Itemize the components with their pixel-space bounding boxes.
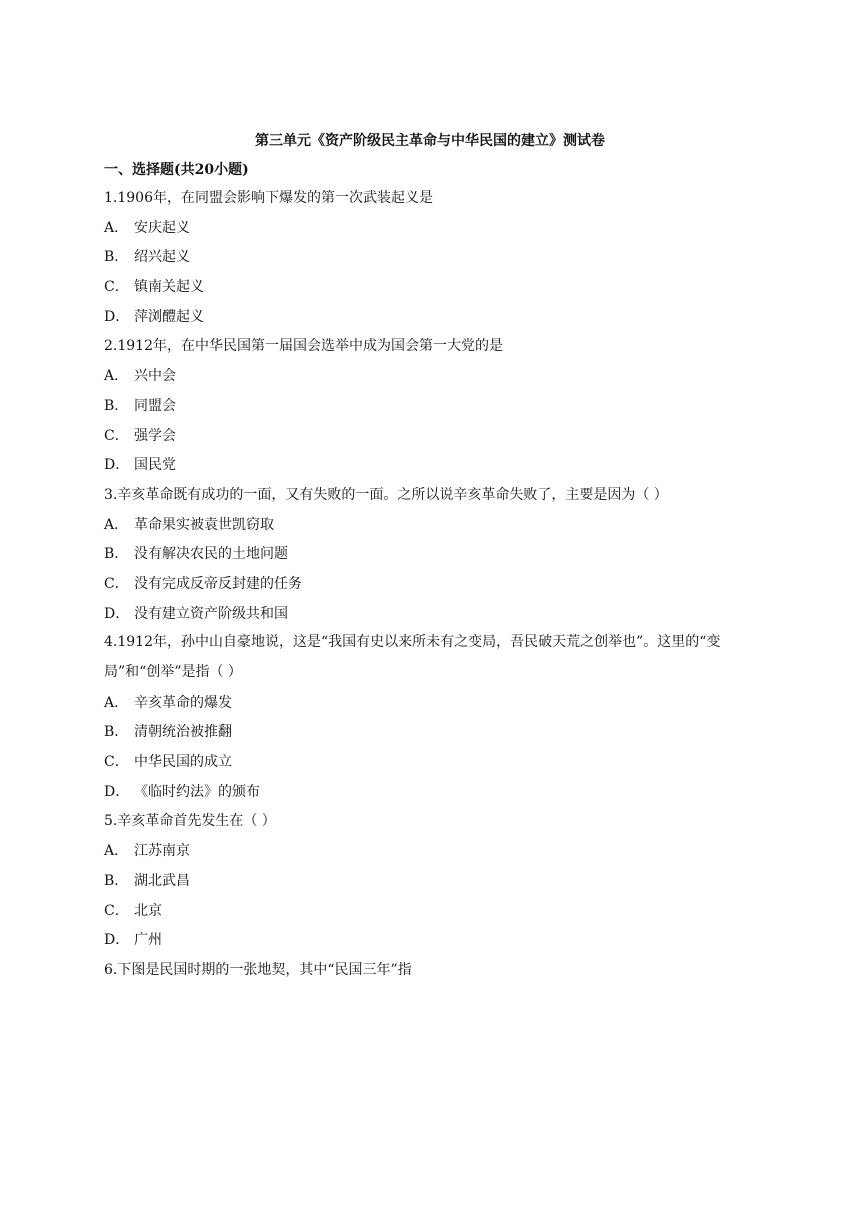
option-letter: B． bbox=[104, 397, 129, 414]
option-letter: A． bbox=[104, 368, 129, 385]
option-letter: C． bbox=[104, 279, 129, 296]
option-letter: B． bbox=[104, 546, 129, 563]
option-b bbox=[104, 396, 764, 426]
option-text: 革命果实被袁世凯窃取 bbox=[134, 516, 274, 533]
option-letter: C． bbox=[104, 427, 129, 444]
option-d bbox=[104, 307, 764, 337]
option-letter: A． bbox=[104, 219, 129, 236]
option-letter: A． bbox=[104, 694, 129, 711]
option-text: 湖北武昌 bbox=[134, 872, 190, 889]
option-c bbox=[104, 426, 764, 456]
option-c bbox=[104, 277, 764, 307]
option-text: 绍兴起义 bbox=[134, 249, 190, 266]
option-b bbox=[104, 722, 764, 752]
option-letter: D． bbox=[104, 308, 130, 325]
question-3 bbox=[104, 485, 764, 633]
option-d bbox=[104, 930, 764, 960]
option-text: 萍浏醴起义 bbox=[134, 308, 204, 325]
question-stem: 2.1912年，在中华民国第一届国会选举中成为国会第一大党的是 bbox=[104, 338, 503, 355]
question-stem: 1.1906年，在同盟会影响下爆发的第一次武装起义是 bbox=[104, 190, 433, 206]
option-text: 镇南关起义 bbox=[134, 279, 204, 296]
option-c bbox=[104, 574, 764, 604]
question-1 bbox=[104, 188, 764, 336]
option-text: 国民党 bbox=[134, 457, 176, 474]
option-text: 江苏南京 bbox=[134, 843, 190, 860]
option-letter: D． bbox=[104, 457, 130, 474]
question-stem: 6.下图是民国时期的一张地契，其中“民国三年”指 bbox=[104, 961, 412, 978]
question-list bbox=[104, 188, 764, 990]
option-text: 广州 bbox=[134, 932, 162, 949]
option-c bbox=[104, 901, 764, 931]
option-a bbox=[104, 515, 764, 545]
section-heading: 一、选择题(共20小题) bbox=[104, 162, 249, 178]
option-letter: B． bbox=[104, 249, 129, 266]
option-c bbox=[104, 752, 764, 782]
option-text: 《临时约法》的颁布 bbox=[134, 783, 260, 800]
option-a bbox=[104, 218, 764, 248]
question-4 bbox=[104, 628, 764, 811]
option-text: 中华民国的成立 bbox=[134, 754, 232, 771]
option-b bbox=[104, 871, 764, 901]
option-text: 辛亥革命的爆发 bbox=[134, 694, 232, 711]
question-2 bbox=[104, 336, 764, 484]
question-stem: 4.1912年，孙中山自豪地说，这是“我国有史以来所未有之变局，吾民破天荒之创举也”。这里的“变局”和“创举”是指（ ） bbox=[104, 634, 721, 681]
option-letter: C． bbox=[104, 575, 129, 592]
option-d bbox=[104, 782, 764, 812]
option-letter: C． bbox=[104, 754, 129, 771]
question-6 bbox=[104, 960, 764, 990]
option-text: 清朝统治被推翻 bbox=[134, 724, 232, 741]
question-5 bbox=[104, 811, 764, 959]
option-a bbox=[104, 841, 764, 871]
option-letter: D． bbox=[104, 932, 130, 949]
option-b bbox=[104, 247, 764, 277]
option-d bbox=[104, 455, 764, 485]
option-a bbox=[104, 366, 764, 396]
question-stem: 3.辛亥革命既有成功的一面，又有失败的一面。之所以说辛亥革命失败了，主要是因为（ ） bbox=[104, 486, 668, 503]
option-text: 强学会 bbox=[134, 427, 176, 444]
option-text: 安庆起义 bbox=[134, 219, 190, 236]
option-text: 没有完成反帝反封建的任务 bbox=[134, 575, 302, 592]
option-letter: D． bbox=[104, 605, 130, 622]
option-letter: C． bbox=[104, 902, 129, 919]
option-letter: B． bbox=[104, 724, 129, 741]
option-text: 没有建立资产阶级共和国 bbox=[134, 605, 288, 622]
option-text: 同盟会 bbox=[134, 397, 176, 414]
option-text: 没有解决农民的土地问题 bbox=[134, 546, 288, 563]
question-stem: 5.辛亥革命首先发生在（ ） bbox=[104, 813, 276, 830]
option-letter: A． bbox=[104, 516, 129, 533]
option-text: 兴中会 bbox=[134, 368, 176, 385]
document-title: 第三单元《资产阶级民主革命与中华民国的建立》测试卷 bbox=[255, 133, 605, 149]
option-letter: D． bbox=[104, 783, 130, 800]
option-a bbox=[104, 693, 764, 723]
option-text: 北京 bbox=[134, 902, 162, 919]
option-b bbox=[104, 544, 764, 574]
option-letter: B． bbox=[104, 872, 129, 889]
option-letter: A． bbox=[104, 843, 129, 860]
